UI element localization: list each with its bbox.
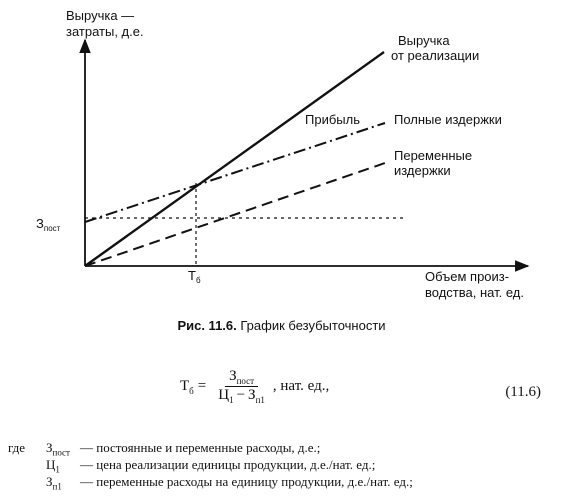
- revenue-label-1: Выручка: [398, 33, 450, 48]
- legend-where: где: [8, 440, 26, 455]
- legend-row: [8, 457, 413, 474]
- formula-lhs-main: Т: [180, 377, 190, 394]
- y-axis-label-1: Выручка —: [66, 8, 135, 23]
- legend-row: [8, 474, 413, 491]
- x-axis-label-2: водства, нат. ед.: [425, 285, 524, 300]
- breakeven-marker: [188, 268, 201, 285]
- legend-symbol: [46, 440, 80, 458]
- breakeven-marker-sub: б: [195, 276, 201, 285]
- formula-den-a: Ц: [218, 387, 230, 403]
- total-costs-line: [85, 123, 385, 222]
- legend-symbol-sub: пост: [52, 447, 70, 458]
- y-axis-label-2: затраты, д.е.: [66, 24, 144, 39]
- legend-symbol: [46, 474, 80, 492]
- formula-den-minus: −: [236, 387, 246, 403]
- formula-num-sub: пост: [236, 376, 255, 386]
- legend-symbol-main: Ц: [46, 457, 56, 472]
- legend-symbol-sub: 1: [55, 464, 60, 475]
- equation-number: (11.6): [505, 384, 541, 400]
- revenue-line: [85, 52, 384, 266]
- revenue-label-2: от реализации: [391, 48, 480, 63]
- formula-denominator: [214, 387, 269, 405]
- figure-number: Рис. 11.6.: [177, 318, 237, 333]
- legend-symbol-main: З: [46, 440, 53, 455]
- breakeven-formula: [180, 368, 329, 405]
- legend-text: — переменные расходы на единицу продукции, д.е./нат. ед.;: [80, 474, 413, 489]
- formula-equals: =: [197, 378, 207, 394]
- legend-symbol-main: З: [46, 474, 53, 489]
- variable-costs-label-1: Переменные: [394, 148, 473, 163]
- x-axis-label-1: Объем произ-: [425, 269, 510, 284]
- fixed-cost-marker: [36, 216, 61, 233]
- total-costs-label: Полные издержки: [394, 112, 502, 127]
- formula-fraction: [214, 368, 269, 405]
- formula-legend: [8, 440, 413, 491]
- formula-numerator: [225, 368, 258, 387]
- formula-den-b-sub: п1: [255, 395, 265, 405]
- figure-caption: [0, 318, 563, 333]
- variable-costs-label-2: издержки: [394, 163, 451, 178]
- breakeven-marker-main: Т: [188, 268, 196, 283]
- figure-title: График безубыточности: [240, 318, 386, 333]
- formula-den-b: З: [248, 387, 256, 403]
- profit-label: Прибыль: [305, 112, 360, 127]
- legend-symbol: [46, 457, 80, 475]
- fixed-cost-marker-sub: пост: [43, 224, 61, 233]
- variable-costs-line: [85, 163, 385, 266]
- formula-lhs-sub: б: [189, 385, 194, 396]
- formula-den-a-sub: 1: [229, 395, 234, 405]
- formula-unit: , нат. ед.,: [272, 378, 330, 394]
- legend-symbol-sub: п1: [52, 481, 62, 492]
- legend-text: — цена реализации единицы продукции, д.е./нат. ед.;: [80, 457, 376, 472]
- formula-num-main: З: [229, 368, 237, 384]
- formula-lhs: [180, 378, 194, 396]
- fixed-cost-marker-main: З: [36, 216, 44, 231]
- legend-row: [8, 440, 413, 457]
- legend-text: — постоянные и переменные расходы, д.е.;: [80, 440, 321, 455]
